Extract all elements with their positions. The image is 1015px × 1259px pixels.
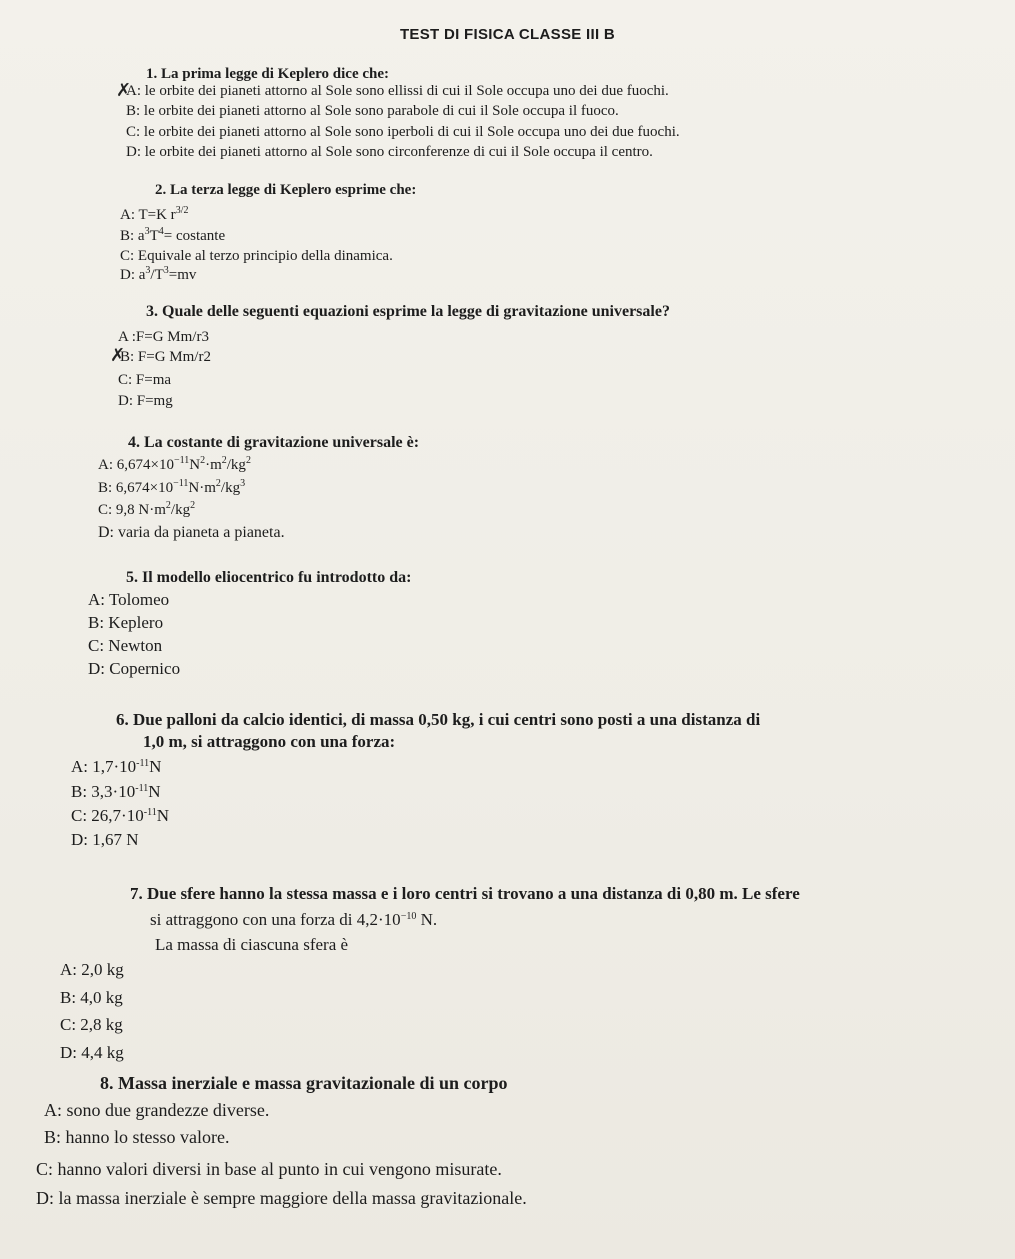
question-8: 8. Massa inerziale e massa gravitazionale di un corpo (100, 1073, 508, 1093)
question-7-line-3: La massa di ciascuna sfera è (155, 935, 349, 954)
q2-option-c[interactable]: C: Equivale al terzo principio della dinamica. (120, 248, 393, 264)
q6-c-unit: N (156, 806, 169, 825)
q2-d-mid: /T (150, 267, 164, 283)
q7-line2-text: si attraggono con una forza di 4,2·10 (150, 910, 401, 929)
q4-b-exp: −11 (173, 478, 189, 489)
q4-option-b[interactable] (98, 478, 245, 498)
q6-b-unit: N (148, 782, 161, 801)
question-6-line-2: 1,0 m, si attraggono con una forza: (143, 732, 396, 751)
question-7-line-1: 7. Due sfere hanno la stessa massa e i loro centri si trovano a una distanza di 0,80 m. Le sfere (130, 884, 800, 903)
q3-option-a[interactable]: A :F=G Mm/r3 (118, 329, 209, 345)
q2-b-text: B: a (120, 228, 145, 244)
question-6-line-1: 6. Due palloni da calcio identici, di massa 0,50 kg, i cui centri sono posti a una distanza di (116, 710, 761, 729)
q4-b-mid2: /kg (220, 480, 241, 496)
page-title: TEST DI FISICA CLASSE III B (399, 26, 616, 43)
q7-option-c[interactable]: C: 2,8 kg (60, 1015, 123, 1034)
q1-option-a[interactable]: A: le orbite dei pianeti attorno al Sole sono ellissi di cui il Sole occupa uno dei due fuochi. (126, 83, 669, 99)
q1-option-d[interactable]: D: le orbite dei pianeti attorno al Sole sono circonferenze di cui il Sole occupa il centro. (126, 144, 653, 160)
q2-b-mid: T (149, 228, 159, 244)
q6-c-text: C: 26,7·10 (71, 806, 144, 825)
question-2: 2. La terza legge di Keplero esprime che: (155, 182, 417, 198)
q4-a-mid2: ·m (205, 457, 222, 473)
q1-option-b[interactable]: B: le orbite dei pianeti attorno al Sole sono parabole di cui il Sole occupa il fuoco. (126, 103, 619, 119)
q2-a-text: A: T=K r (120, 207, 176, 223)
answer-check-mark-icon: ✗ (116, 80, 132, 101)
q6-option-b[interactable] (71, 782, 160, 802)
q6-option-c[interactable] (71, 806, 169, 826)
q6-a-unit: N (149, 757, 162, 776)
question-1: 1. La prima legge di Keplero dice che: (146, 66, 390, 82)
q6-b-exp: -11 (135, 783, 149, 794)
q6-a-exp: -11 (136, 758, 150, 769)
q4-a-exp2: 2 (200, 455, 206, 466)
q5-option-a[interactable]: A: Tolomeo (88, 590, 170, 609)
q4-b-exp3: 3 (240, 478, 246, 489)
q4-b-text: B: 6,674×10 (98, 480, 174, 496)
q2-a-exponent: 3/2 (175, 205, 189, 216)
q4-c-mid: /kg (170, 502, 191, 518)
q6-option-a[interactable] (71, 757, 161, 777)
question-4: 4. La costante di gravitazione universale è: (128, 434, 420, 451)
q2-b-suffix: = costante (163, 228, 226, 244)
q7-line2-unit: N. (416, 910, 438, 929)
q4-a-exp3: 2 (221, 455, 227, 466)
answer-check-mark-icon: ✗ (110, 345, 126, 366)
q7-option-b[interactable]: B: 4,0 kg (60, 988, 123, 1007)
q4-option-d[interactable]: D: varia da pianeta a pianeta. (98, 524, 285, 541)
q2-option-a[interactable] (120, 205, 188, 225)
q4-option-a[interactable] (98, 455, 251, 475)
q3-option-c[interactable]: C: F=ma (118, 372, 172, 388)
q6-a-text: A: 1,7·10 (71, 757, 137, 776)
q5-option-c[interactable]: C: Newton (88, 636, 163, 655)
q4-c-exp: 2 (165, 500, 171, 511)
q7-option-d[interactable]: D: 4,4 kg (60, 1043, 124, 1062)
q4-a-mid: N (189, 457, 201, 473)
q7-line2-exp: −10 (400, 911, 417, 922)
q5-option-d[interactable]: D: Copernico (88, 659, 181, 678)
question-3: 3. Quale delle seguenti equazioni esprime la legge di gravitazione universale? (146, 303, 670, 320)
q3-option-b[interactable]: B: F=G Mm/r2 (120, 349, 211, 365)
q8-option-b[interactable]: B: hanno lo stesso valore. (44, 1127, 230, 1147)
q4-b-mid: N·m (188, 480, 216, 496)
q2-b-exp2: 4 (158, 226, 164, 237)
q4-option-c[interactable] (98, 500, 195, 520)
q4-b-exp2: 2 (215, 478, 221, 489)
q8-option-a[interactable]: A: sono due grandezze diverse. (44, 1100, 270, 1120)
q8-option-d[interactable]: D: la massa inerziale è sempre maggiore della massa gravitazionale. (36, 1188, 527, 1208)
q6-option-d[interactable]: D: 1,67 N (71, 830, 139, 849)
q4-c-exp2: 2 (190, 500, 196, 511)
q5-option-b[interactable]: B: Keplero (88, 613, 164, 632)
q2-option-b[interactable] (120, 226, 225, 246)
q2-d-exp1: 3 (145, 265, 151, 276)
question-5: 5. Il modello eliocentrico fu introdotto da: (126, 569, 412, 586)
q3-option-d[interactable]: D: F=mg (118, 393, 173, 409)
q6-b-text: B: 3,3·10 (71, 782, 136, 801)
q7-option-a[interactable]: A: 2,0 kg (60, 960, 124, 979)
q4-a-exp: −11 (173, 455, 190, 466)
q4-a-exp4: 2 (245, 455, 251, 466)
q6-c-exp: -11 (143, 807, 157, 818)
q1-option-c[interactable]: C: le orbite dei pianeti attorno al Sole sono iperboli di cui il Sole occupa uno dei due fuochi. (126, 124, 680, 140)
q2-option-d[interactable] (120, 265, 196, 285)
q2-b-exp1: 3 (144, 226, 150, 237)
question-7-line-2 (150, 910, 437, 930)
q4-a-text: A: 6,674×10 (98, 457, 174, 473)
q2-d-text: D: a (120, 267, 146, 283)
q2-d-suffix: =mv (168, 267, 197, 283)
q8-option-c[interactable]: C: hanno valori diversi in base al punto in cui vengono misurate. (36, 1159, 502, 1179)
q4-c-text: C: 9,8 N·m (98, 502, 166, 518)
q2-d-exp2: 3 (163, 265, 169, 276)
q4-a-mid3: /kg (226, 457, 246, 473)
